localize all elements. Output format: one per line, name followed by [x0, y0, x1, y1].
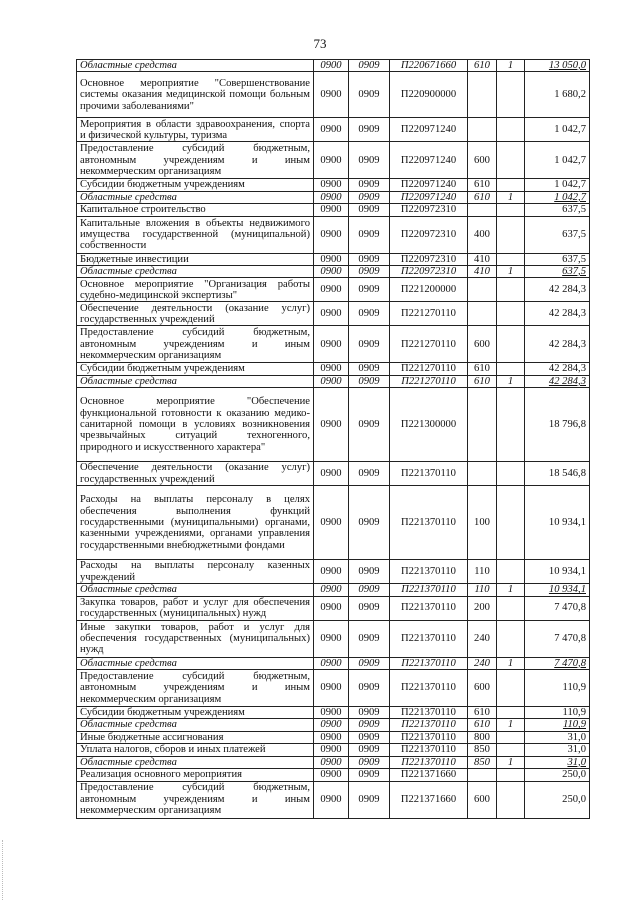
row-name-cell: Предоставление субсидий бюджетным, автономным учреждениям и иным некоммерческим организациям: [77, 326, 314, 363]
table-row: [77, 302, 590, 326]
row-source-cell: [497, 326, 525, 363]
row-name-cell: Областные средства: [77, 375, 314, 387]
row-vr-cell: 110: [468, 560, 497, 584]
row-code-cell: 0900: [314, 60, 349, 72]
row-section-cell: 0909: [349, 670, 390, 707]
row-csr-cell: П220972310: [390, 266, 468, 278]
row-vr-cell: [468, 204, 497, 216]
row-code-cell: 0900: [314, 266, 349, 278]
row-source-cell: [497, 72, 525, 118]
row-source-cell: 1: [497, 60, 525, 72]
table-row: [77, 179, 590, 191]
row-name-cell: Закупка товаров, работ и услуг для обеспечения государственных (муниципальных) нужд: [77, 596, 314, 620]
row-csr-cell: П221370110: [390, 744, 468, 756]
row-code-cell: 0900: [314, 118, 349, 142]
row-sum-cell: 110,9: [525, 707, 590, 719]
row-sum-cell: 1 680,2: [525, 72, 590, 118]
row-sum-cell: 250,0: [525, 769, 590, 781]
row-sum-cell: 7 470,8: [525, 657, 590, 669]
row-sum-cell: 13 050,0: [525, 60, 590, 72]
row-source-cell: [497, 462, 525, 486]
row-section-cell: 0909: [349, 781, 390, 818]
row-section-cell: 0909: [349, 462, 390, 486]
row-csr-cell: П221370110: [390, 620, 468, 657]
row-csr-cell: П221371660: [390, 781, 468, 818]
row-sum-cell: 1 042,7: [525, 191, 590, 203]
row-source-cell: 1: [497, 375, 525, 387]
row-sum-cell: 10 934,1: [525, 560, 590, 584]
table-row: [77, 744, 590, 756]
row-vr-cell: 410: [468, 266, 497, 278]
table-row: [77, 388, 590, 462]
row-sum-cell: 42 284,3: [525, 375, 590, 387]
row-section-cell: 0909: [349, 266, 390, 278]
table-row: [77, 596, 590, 620]
row-section-cell: 0909: [349, 486, 390, 560]
row-name-cell: Субсидии бюджетным учреждениям: [77, 179, 314, 191]
row-section-cell: 0909: [349, 326, 390, 363]
table-row: [77, 278, 590, 302]
table-row: [77, 731, 590, 743]
row-sum-cell: 42 284,3: [525, 363, 590, 375]
row-csr-cell: П221370110: [390, 560, 468, 584]
row-sum-cell: 42 284,3: [525, 278, 590, 302]
budget-table: [76, 59, 590, 819]
table-row: [77, 118, 590, 142]
row-vr-cell: 610: [468, 179, 497, 191]
table-row: [77, 142, 590, 179]
row-source-cell: [497, 670, 525, 707]
row-code-cell: 0900: [314, 707, 349, 719]
row-csr-cell: П220972310: [390, 204, 468, 216]
row-csr-cell: П221370110: [390, 719, 468, 731]
row-name-cell: Уплата налогов, сборов и иных платежей: [77, 744, 314, 756]
row-code-cell: 0900: [314, 179, 349, 191]
row-vr-cell: [468, 72, 497, 118]
row-sum-cell: 42 284,3: [525, 326, 590, 363]
table-row: [77, 670, 590, 707]
row-name-cell: Предоставление субсидий бюджетным, автономным учреждениям и иным некоммерческим организациям: [77, 142, 314, 179]
row-section-cell: 0909: [349, 731, 390, 743]
table-row: [77, 60, 590, 72]
row-source-cell: 1: [497, 191, 525, 203]
row-vr-cell: 610: [468, 191, 497, 203]
row-name-cell: Предоставление субсидий бюджетным, автономным учреждениям и иным некоммерческим организациям: [77, 670, 314, 707]
row-source-cell: 1: [497, 266, 525, 278]
row-sum-cell: 1 042,7: [525, 118, 590, 142]
row-section-cell: 0909: [349, 204, 390, 216]
table-row: [77, 266, 590, 278]
row-code-cell: 0900: [314, 326, 349, 363]
row-code-cell: 0900: [314, 216, 349, 253]
row-name-cell: Областные средства: [77, 756, 314, 768]
row-code-cell: 0900: [314, 657, 349, 669]
row-vr-cell: 600: [468, 326, 497, 363]
scan-edge-marks: [2, 840, 7, 900]
row-section-cell: 0909: [349, 744, 390, 756]
row-source-cell: [497, 118, 525, 142]
row-section-cell: 0909: [349, 118, 390, 142]
row-name-cell: Областные средства: [77, 657, 314, 669]
row-name-cell: Иные бюджетные ассигнования: [77, 731, 314, 743]
table-row: [77, 191, 590, 203]
row-csr-cell: П220971240: [390, 179, 468, 191]
row-name-cell: Субсидии бюджетным учреждениям: [77, 363, 314, 375]
row-vr-cell: 850: [468, 756, 497, 768]
row-csr-cell: П221270110: [390, 326, 468, 363]
row-vr-cell: [468, 462, 497, 486]
row-source-cell: 1: [497, 756, 525, 768]
row-source-cell: 1: [497, 584, 525, 596]
row-code-cell: 0900: [314, 769, 349, 781]
row-source-cell: [497, 596, 525, 620]
row-section-cell: 0909: [349, 302, 390, 326]
row-csr-cell: П221370110: [390, 584, 468, 596]
row-sum-cell: 637,5: [525, 204, 590, 216]
row-source-cell: [497, 142, 525, 179]
row-vr-cell: 240: [468, 620, 497, 657]
row-source-cell: [497, 253, 525, 265]
row-section-cell: 0909: [349, 142, 390, 179]
row-name-cell: Расходы на выплаты персоналу казенных учреждений: [77, 560, 314, 584]
row-vr-cell: 410: [468, 253, 497, 265]
budget-table-body: [77, 60, 590, 819]
row-section-cell: 0909: [349, 584, 390, 596]
row-csr-cell: П221371660: [390, 769, 468, 781]
row-section-cell: 0909: [349, 620, 390, 657]
row-section-cell: 0909: [349, 191, 390, 203]
row-section-cell: 0909: [349, 375, 390, 387]
table-row: [77, 462, 590, 486]
table-row: [77, 253, 590, 265]
row-csr-cell: П221370110: [390, 462, 468, 486]
row-sum-cell: 250,0: [525, 781, 590, 818]
row-section-cell: 0909: [349, 72, 390, 118]
row-name-cell: Реализация основного мероприятия: [77, 769, 314, 781]
row-csr-cell: П220971240: [390, 191, 468, 203]
row-sum-cell: 31,0: [525, 744, 590, 756]
row-source-cell: [497, 560, 525, 584]
row-source-cell: [497, 769, 525, 781]
row-sum-cell: 637,5: [525, 266, 590, 278]
row-source-cell: 1: [497, 719, 525, 731]
row-source-cell: [497, 486, 525, 560]
row-section-cell: 0909: [349, 560, 390, 584]
row-sum-cell: 18 546,8: [525, 462, 590, 486]
row-sum-cell: 10 934,1: [525, 486, 590, 560]
row-csr-cell: П221270110: [390, 363, 468, 375]
row-vr-cell: 600: [468, 781, 497, 818]
row-code-cell: 0900: [314, 670, 349, 707]
row-vr-cell: 850: [468, 744, 497, 756]
row-sum-cell: 110,9: [525, 719, 590, 731]
row-name-cell: Капитальное строительство: [77, 204, 314, 216]
row-csr-cell: П221370110: [390, 596, 468, 620]
row-vr-cell: [468, 118, 497, 142]
row-csr-cell: П220671660: [390, 60, 468, 72]
row-csr-cell: П221370110: [390, 756, 468, 768]
row-csr-cell: П220971240: [390, 118, 468, 142]
row-name-cell: Основное мероприятие "Обеспечение функциональной готовности к оказанию медико-санитарной помощи в условиях возникновения чрезвычайных ситуаций техногенного, природного и искусственного характера": [77, 388, 314, 462]
row-section-cell: 0909: [349, 253, 390, 265]
row-sum-cell: 1 042,7: [525, 142, 590, 179]
table-row: [77, 719, 590, 731]
row-code-cell: 0900: [314, 756, 349, 768]
row-sum-cell: 637,5: [525, 216, 590, 253]
table-row: [77, 781, 590, 818]
row-vr-cell: 240: [468, 657, 497, 669]
row-vr-cell: 600: [468, 670, 497, 707]
row-sum-cell: 10 934,1: [525, 584, 590, 596]
table-row: [77, 657, 590, 669]
row-sum-cell: 7 470,8: [525, 620, 590, 657]
row-vr-cell: [468, 388, 497, 462]
row-source-cell: [497, 781, 525, 818]
row-section-cell: 0909: [349, 388, 390, 462]
row-vr-cell: 100: [468, 486, 497, 560]
row-vr-cell: 610: [468, 719, 497, 731]
row-sum-cell: 7 470,8: [525, 596, 590, 620]
row-vr-cell: 610: [468, 707, 497, 719]
row-vr-cell: [468, 302, 497, 326]
row-name-cell: Областные средства: [77, 719, 314, 731]
row-section-cell: 0909: [349, 179, 390, 191]
row-section-cell: 0909: [349, 769, 390, 781]
row-source-cell: [497, 620, 525, 657]
row-source-cell: [497, 388, 525, 462]
table-row: [77, 363, 590, 375]
row-vr-cell: [468, 769, 497, 781]
row-code-cell: 0900: [314, 731, 349, 743]
row-source-cell: 1: [497, 657, 525, 669]
row-section-cell: 0909: [349, 707, 390, 719]
row-csr-cell: П221370110: [390, 657, 468, 669]
row-name-cell: Областные средства: [77, 266, 314, 278]
row-code-cell: 0900: [314, 278, 349, 302]
row-csr-cell: П221370110: [390, 707, 468, 719]
row-vr-cell: 200: [468, 596, 497, 620]
row-vr-cell: 800: [468, 731, 497, 743]
row-sum-cell: 18 796,8: [525, 388, 590, 462]
row-code-cell: 0900: [314, 72, 349, 118]
row-name-cell: Субсидии бюджетным учреждениям: [77, 707, 314, 719]
row-source-cell: [497, 278, 525, 302]
row-vr-cell: 600: [468, 142, 497, 179]
row-code-cell: 0900: [314, 584, 349, 596]
row-source-cell: [497, 707, 525, 719]
row-section-cell: 0909: [349, 756, 390, 768]
row-sum-cell: 637,5: [525, 253, 590, 265]
row-name-cell: Обеспечение деятельности (оказание услуг) государственных учреждений: [77, 462, 314, 486]
row-name-cell: Основное мероприятие "Организация работы судебно-медицинской экспертизы": [77, 278, 314, 302]
row-section-cell: 0909: [349, 596, 390, 620]
row-sum-cell: 42 284,3: [525, 302, 590, 326]
row-vr-cell: 610: [468, 60, 497, 72]
row-name-cell: Расходы на выплаты персоналу в целях обеспечения выполнения функций государственными (муниципальными) органами, казенными учреждениями, органами управления государственными внебюджетными фондами: [77, 486, 314, 560]
row-code-cell: 0900: [314, 302, 349, 326]
row-code-cell: 0900: [314, 719, 349, 731]
row-code-cell: 0900: [314, 253, 349, 265]
row-code-cell: 0900: [314, 744, 349, 756]
row-sum-cell: 1 042,7: [525, 179, 590, 191]
row-section-cell: 0909: [349, 719, 390, 731]
row-name-cell: Обеспечение деятельности (оказание услуг) государственных учреждений: [77, 302, 314, 326]
table-row: [77, 620, 590, 657]
row-csr-cell: П221200000: [390, 278, 468, 302]
row-csr-cell: П221300000: [390, 388, 468, 462]
row-name-cell: Предоставление субсидий бюджетным, автономным учреждениям и иным некоммерческим организациям: [77, 781, 314, 818]
row-source-cell: [497, 731, 525, 743]
row-code-cell: 0900: [314, 388, 349, 462]
row-code-cell: 0900: [314, 560, 349, 584]
row-source-cell: [497, 302, 525, 326]
row-csr-cell: П220972310: [390, 216, 468, 253]
page-number: 73: [313, 36, 327, 51]
row-code-cell: 0900: [314, 781, 349, 818]
table-row: [77, 375, 590, 387]
row-section-cell: 0909: [349, 216, 390, 253]
row-name-cell: Бюджетные инвестиции: [77, 253, 314, 265]
row-source-cell: [497, 204, 525, 216]
row-code-cell: 0900: [314, 486, 349, 560]
table-row: [77, 560, 590, 584]
table-row: [77, 769, 590, 781]
row-csr-cell: П220971240: [390, 142, 468, 179]
table-row: [77, 216, 590, 253]
row-code-cell: 0900: [314, 596, 349, 620]
row-csr-cell: П221270110: [390, 375, 468, 387]
row-vr-cell: [468, 278, 497, 302]
row-code-cell: 0900: [314, 620, 349, 657]
row-code-cell: 0900: [314, 462, 349, 486]
row-section-cell: 0909: [349, 657, 390, 669]
row-name-cell: Областные средства: [77, 60, 314, 72]
row-source-cell: [497, 179, 525, 191]
row-sum-cell: 31,0: [525, 731, 590, 743]
row-vr-cell: 400: [468, 216, 497, 253]
row-vr-cell: 610: [468, 375, 497, 387]
row-csr-cell: П220972310: [390, 253, 468, 265]
row-name-cell: Иные закупки товаров, работ и услуг для обеспечения государственных (муниципальных) нужд: [77, 620, 314, 657]
row-csr-cell: П221370110: [390, 731, 468, 743]
row-code-cell: 0900: [314, 363, 349, 375]
row-source-cell: [497, 216, 525, 253]
table-row: [77, 204, 590, 216]
row-name-cell: Областные средства: [77, 191, 314, 203]
row-name-cell: Мероприятия в области здравоохранения, спорта и физической культуры, туризма: [77, 118, 314, 142]
row-sum-cell: 31,0: [525, 756, 590, 768]
row-source-cell: [497, 363, 525, 375]
row-csr-cell: П221370110: [390, 486, 468, 560]
row-section-cell: 0909: [349, 363, 390, 375]
row-section-cell: 0909: [349, 60, 390, 72]
row-name-cell: Основное мероприятие "Совершенствование системы оказания медицинской помощи больным прочими заболеваниями": [77, 72, 314, 118]
row-sum-cell: 110,9: [525, 670, 590, 707]
row-section-cell: 0909: [349, 278, 390, 302]
row-csr-cell: П221270110: [390, 302, 468, 326]
row-code-cell: 0900: [314, 375, 349, 387]
row-vr-cell: 110: [468, 584, 497, 596]
table-row: [77, 72, 590, 118]
table-row: [77, 756, 590, 768]
row-code-cell: 0900: [314, 204, 349, 216]
row-code-cell: 0900: [314, 191, 349, 203]
table-row: [77, 707, 590, 719]
table-row: [77, 584, 590, 596]
row-name-cell: Капитальные вложения в объекты недвижимого имущества государственной (муниципальной) собственности: [77, 216, 314, 253]
table-row: [77, 486, 590, 560]
row-source-cell: [497, 744, 525, 756]
table-row: [77, 326, 590, 363]
row-name-cell: Областные средства: [77, 584, 314, 596]
row-vr-cell: 610: [468, 363, 497, 375]
row-csr-cell: П220900000: [390, 72, 468, 118]
row-code-cell: 0900: [314, 142, 349, 179]
row-csr-cell: П221370110: [390, 670, 468, 707]
